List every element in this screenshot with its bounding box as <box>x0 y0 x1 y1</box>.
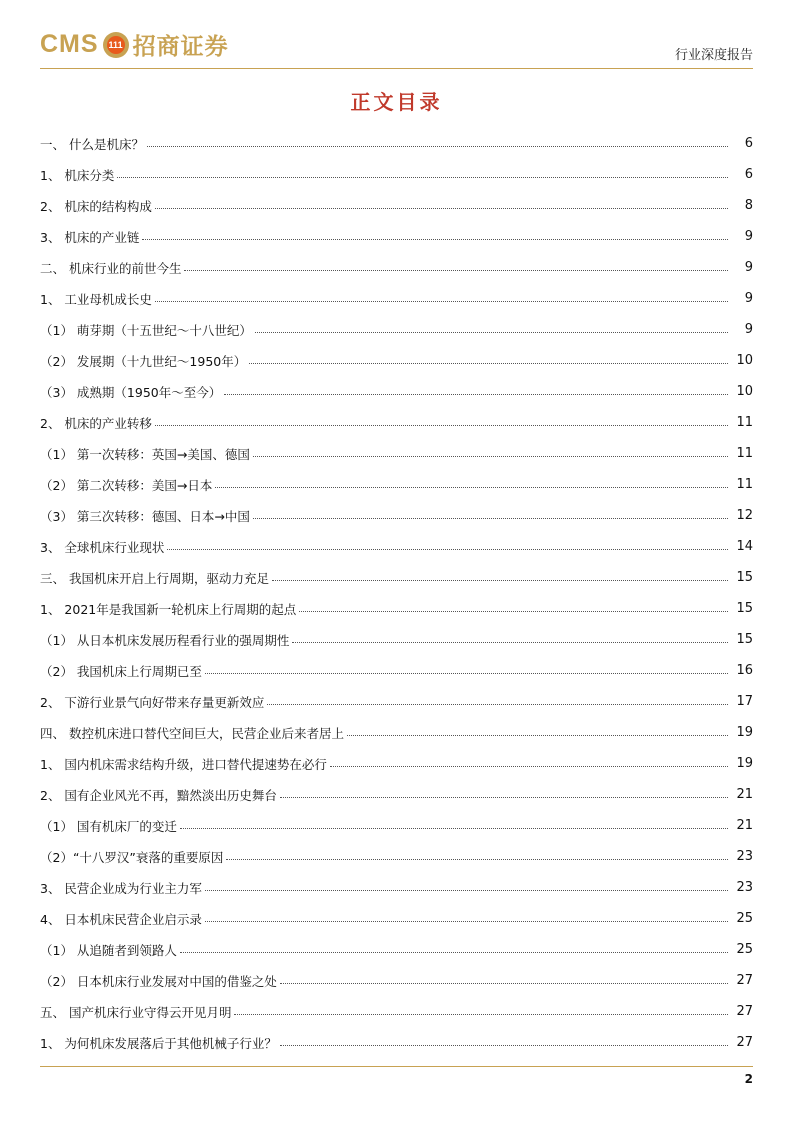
toc-entry[interactable] <box>40 717 753 748</box>
toc-entry-label: 2、 机床的产业转移 <box>40 415 152 431</box>
toc-entry[interactable] <box>40 438 753 469</box>
header-divider <box>40 68 753 69</box>
toc-entry-page: 27 <box>736 973 753 989</box>
toc-entry[interactable] <box>40 283 753 314</box>
toc-entry-page: 19 <box>736 756 753 772</box>
toc-entry-page: 17 <box>736 694 753 710</box>
toc-entry-label: （2） 日本机床行业发展对中国的借鉴之处 <box>40 973 277 989</box>
toc-entry-page: 27 <box>736 1035 753 1051</box>
toc-dot-leader <box>226 859 728 860</box>
toc-entry-label: 2、 国有企业风光不再，黯然淡出历史舞台 <box>40 787 277 803</box>
toc-entry-label: （1） 第一次转移：英国→美国、德国 <box>40 446 250 462</box>
toc-dot-leader <box>205 890 728 891</box>
toc-entry-label: （1） 萌芽期（十五世纪～十八世纪） <box>40 322 252 338</box>
toc-entry[interactable] <box>40 500 753 531</box>
toc-entry-label: （2） 第二次转移：美国→日本 <box>40 477 213 493</box>
logo-text-en: CMS <box>40 30 99 58</box>
toc-dot-leader <box>255 332 728 333</box>
toc-entry-label: （2）“十八罗汉”衰落的重要原因 <box>40 849 224 865</box>
toc-entry[interactable] <box>40 686 753 717</box>
toc-dot-leader <box>280 797 728 798</box>
toc-dot-leader <box>347 735 728 736</box>
toc-dot-leader <box>253 518 728 519</box>
table-of-contents <box>40 128 753 1058</box>
toc-entry[interactable] <box>40 965 753 996</box>
toc-dot-leader <box>180 952 728 953</box>
toc-entry-label: 一、 什么是机床？ <box>40 136 144 152</box>
toc-entry[interactable] <box>40 841 753 872</box>
toc-entry-label: 3、 机床的产业链 <box>40 229 140 245</box>
toc-entry-label: 3、 全球机床行业现状 <box>40 539 165 555</box>
toc-entry-page: 11 <box>736 415 753 431</box>
toc-entry-label: 3、 民营企业成为行业主力军 <box>40 880 202 896</box>
toc-entry-page: 19 <box>736 725 753 741</box>
toc-entry-page: 27 <box>736 1004 753 1020</box>
logo-badge-icon: 111 <box>103 32 129 58</box>
toc-entry-label: 1、 工业母机成长史 <box>40 291 152 307</box>
toc-entry[interactable] <box>40 872 753 903</box>
toc-entry-page: 12 <box>736 508 753 524</box>
toc-entry[interactable] <box>40 190 753 221</box>
toc-dot-leader <box>184 270 728 271</box>
toc-entry-page: 9 <box>744 260 753 276</box>
toc-dot-leader <box>117 177 728 178</box>
toc-dot-leader <box>155 208 728 209</box>
toc-dot-leader <box>167 549 728 550</box>
toc-entry[interactable] <box>40 810 753 841</box>
toc-entry[interactable] <box>40 252 753 283</box>
toc-entry[interactable] <box>40 624 753 655</box>
toc-entry[interactable] <box>40 655 753 686</box>
toc-entry-label: 2、 机床的结构构成 <box>40 198 152 214</box>
toc-dot-leader <box>280 1045 728 1046</box>
toc-entry-page: 11 <box>736 477 753 493</box>
page-header <box>40 22 753 70</box>
toc-entry[interactable] <box>40 748 753 779</box>
toc-entry-page: 23 <box>736 849 753 865</box>
toc-entry-label: （2） 我国机床上行周期已至 <box>40 663 202 679</box>
toc-entry[interactable] <box>40 345 753 376</box>
toc-entry-page: 15 <box>736 570 753 586</box>
toc-entry-page: 11 <box>736 446 753 462</box>
toc-entry-label: 4、 日本机床民营企业启示录 <box>40 911 202 927</box>
toc-dot-leader <box>234 1014 728 1015</box>
logo-text-cn: 招商证券 <box>132 33 229 60</box>
toc-entry-page: 9 <box>744 229 753 245</box>
toc-entry-label: 三、 我国机床开启上行周期，驱动力充足 <box>40 570 269 586</box>
toc-entry-page: 10 <box>736 353 753 369</box>
toc-dot-leader <box>224 394 728 395</box>
toc-entry[interactable] <box>40 221 753 252</box>
toc-entry[interactable] <box>40 996 753 1027</box>
page-number: 2 <box>744 1072 753 1086</box>
toc-entry-page: 14 <box>736 539 753 555</box>
toc-entry-page: 9 <box>744 322 753 338</box>
toc-entry[interactable] <box>40 376 753 407</box>
toc-dot-leader <box>253 456 728 457</box>
toc-entry[interactable] <box>40 159 753 190</box>
toc-entry[interactable] <box>40 1027 753 1058</box>
toc-entry-page: 9 <box>744 291 753 307</box>
toc-entry-label: 四、 数控机床进口替代空间巨大，民营企业后来者居上 <box>40 725 344 741</box>
toc-entry-page: 8 <box>744 198 753 214</box>
toc-entry[interactable] <box>40 314 753 345</box>
toc-entry-label: 1、 2021年是我国新一轮机床上行周期的起点 <box>40 601 297 617</box>
toc-entry[interactable] <box>40 531 753 562</box>
toc-dot-leader <box>215 487 728 488</box>
toc-entry-label: 2、 下游行业景气向好带来存量更新效应 <box>40 694 265 710</box>
toc-dot-leader <box>155 301 728 302</box>
toc-entry[interactable] <box>40 562 753 593</box>
toc-entry-page: 15 <box>736 632 753 648</box>
toc-entry-page: 16 <box>736 663 753 679</box>
cms-logo <box>40 28 229 61</box>
toc-entry-page: 25 <box>736 942 753 958</box>
toc-dot-leader <box>330 766 728 767</box>
toc-entry-page: 10 <box>736 384 753 400</box>
toc-entry[interactable] <box>40 128 753 159</box>
toc-entry-label: （3） 第三次转移：德国、日本→中国 <box>40 508 250 524</box>
toc-entry-label: 1、 为何机床发展落后于其他机械子行业？ <box>40 1035 277 1051</box>
toc-entry-page: 6 <box>744 136 753 151</box>
toc-entry-page: 21 <box>736 818 753 834</box>
toc-entry-label: 五、 国产机床行业守得云开见月明 <box>40 1004 232 1020</box>
toc-dot-leader <box>155 425 728 426</box>
toc-dot-leader <box>267 704 728 705</box>
toc-dot-leader <box>205 673 728 674</box>
toc-dot-leader <box>180 828 728 829</box>
toc-entry-label: （1） 从日本机床发展历程看行业的强周期性 <box>40 632 290 648</box>
toc-dot-leader <box>299 611 728 612</box>
toc-dot-leader <box>272 580 728 581</box>
toc-entry-page: 25 <box>736 911 753 927</box>
toc-entry-page: 21 <box>736 787 753 803</box>
toc-entry[interactable] <box>40 469 753 500</box>
toc-dot-leader <box>205 921 728 922</box>
toc-entry-label: （1） 从追随者到领路人 <box>40 942 177 958</box>
toc-dot-leader <box>147 146 728 147</box>
toc-entry-page: 6 <box>744 167 753 183</box>
toc-entry[interactable] <box>40 903 753 934</box>
toc-entry-label: （1） 国有机床厂的变迁 <box>40 818 177 834</box>
toc-entry[interactable] <box>40 934 753 965</box>
toc-entry[interactable] <box>40 593 753 624</box>
toc-entry-page: 23 <box>736 880 753 896</box>
toc-dot-leader <box>142 239 728 240</box>
footer-divider <box>40 1066 753 1067</box>
toc-title: 正文目录 <box>350 90 443 114</box>
toc-entry-label: 1、 机床分类 <box>40 167 115 183</box>
toc-entry[interactable] <box>40 407 753 438</box>
toc-entry-label: （2） 发展期（十九世纪～1950年） <box>40 353 247 369</box>
toc-entry-label: 1、 国内机床需求结构升级，进口替代提速势在必行 <box>40 756 327 772</box>
toc-entry-page: 15 <box>736 601 753 617</box>
toc-dot-leader <box>292 642 728 643</box>
toc-entry-label: 二、 机床行业的前世今生 <box>40 260 182 276</box>
toc-dot-leader <box>280 983 728 984</box>
toc-entry-label: （3） 成熟期（1950年～至今） <box>40 384 222 400</box>
toc-dot-leader <box>249 363 728 364</box>
report-type-label: 行业深度报告 <box>674 48 753 63</box>
toc-entry[interactable] <box>40 779 753 810</box>
